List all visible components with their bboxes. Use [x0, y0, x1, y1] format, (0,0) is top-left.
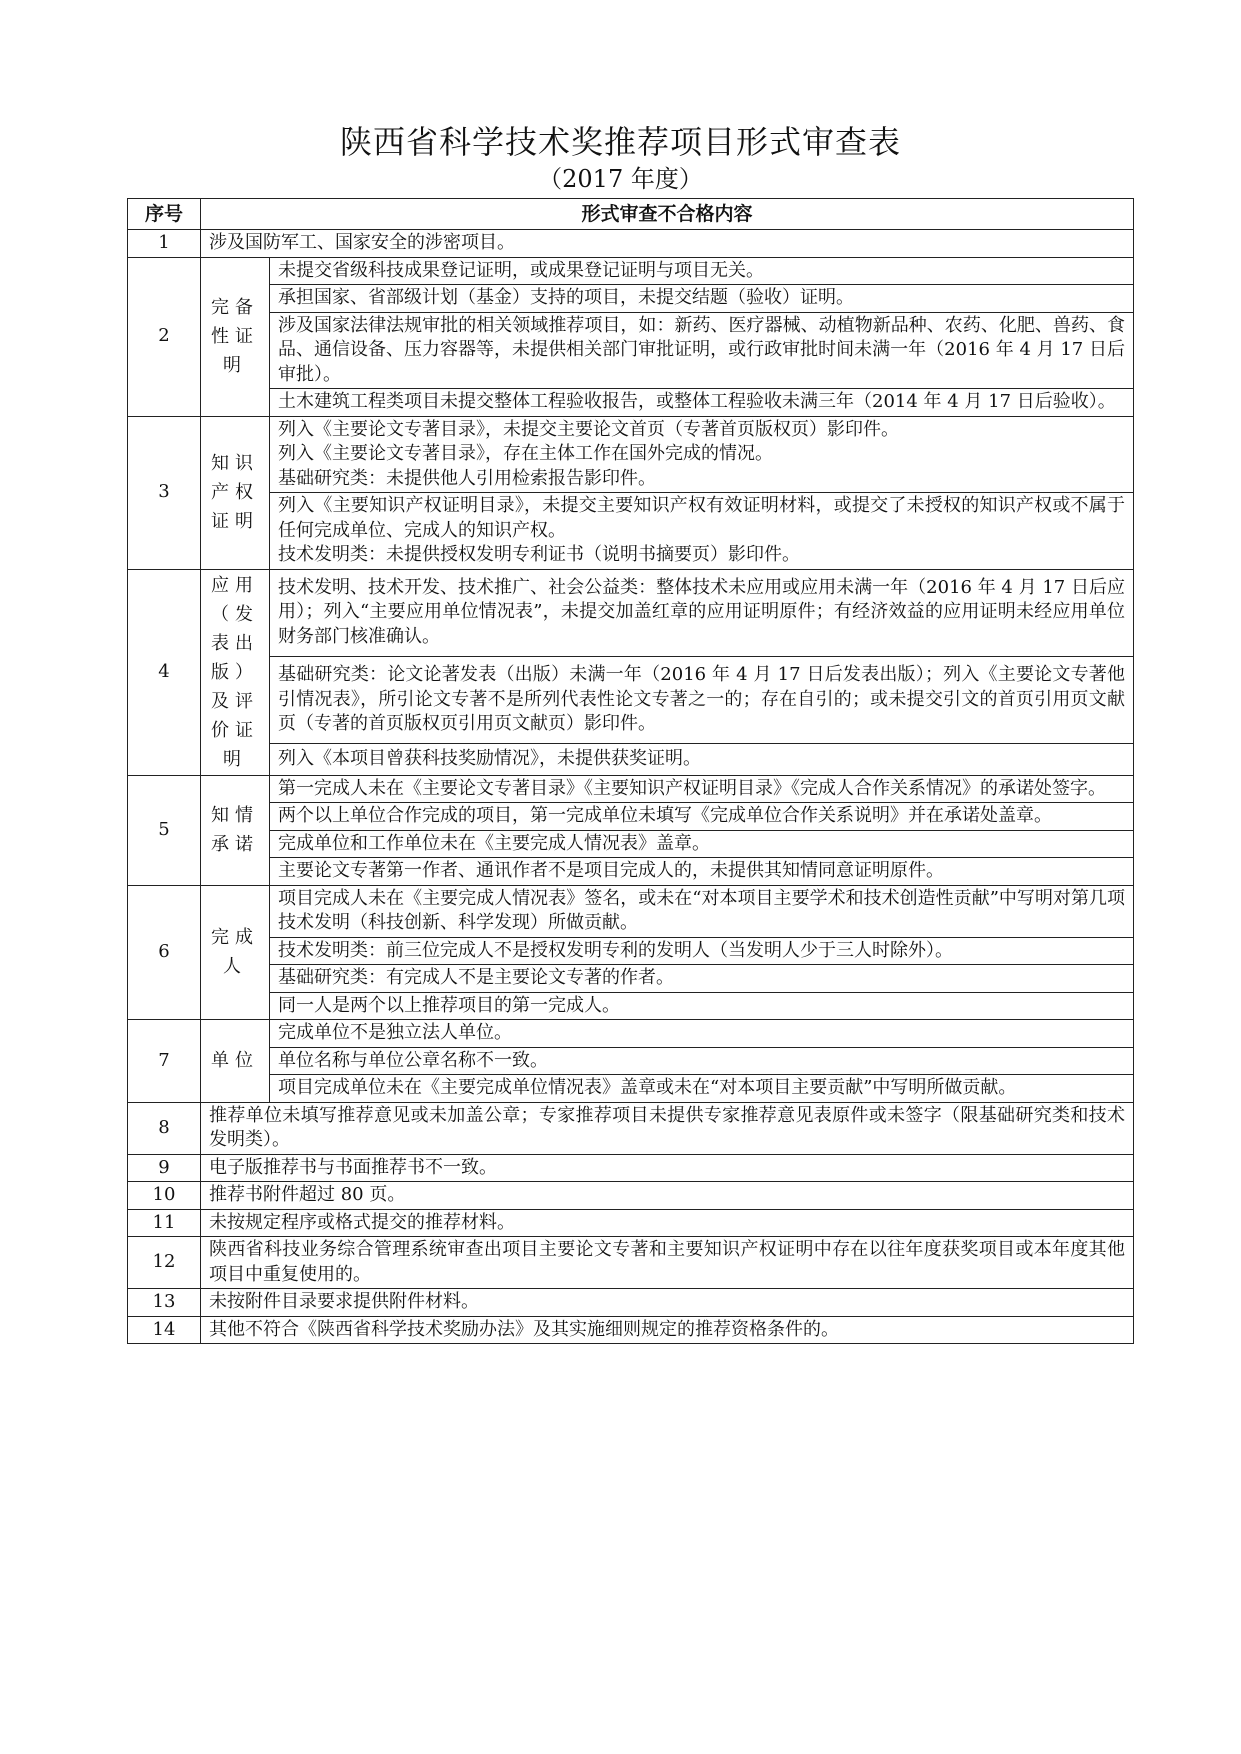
criterion-text: 项目完成单位未在《主要完成单位情况表》盖章或未在“对本项目主要贡献”中写明所做贡献。 [270, 1075, 1134, 1103]
table-row [128, 389, 1134, 417]
page-title: 陕西省科学技术奖推荐项目形式审查表 [339, 123, 901, 161]
criterion-text: 陕西省科技业务综合管理系统审查出项目主要论文专著和主要知识产权证明中存在以往年度获奖项目或本年度其他项目中重复使用的。 [201, 1237, 1134, 1289]
header-content: 形式审查不合格内容 [201, 199, 1134, 230]
table-row [128, 1182, 1134, 1210]
criterion-text: 未按规定程序或格式提交的推荐材料。 [201, 1209, 1134, 1237]
row-number: 4 [128, 569, 201, 775]
page-subtitle: （2017 年度） [538, 165, 703, 193]
criterion-text: 两个以上单位合作完成的项目，第一完成单位未填写《完成单位合作关系说明》并在承诺处盖章。 [270, 803, 1134, 831]
table-row [128, 230, 1134, 258]
row-number: 2 [128, 257, 201, 416]
criterion-text: 列入《主要知识产权证明目录》，未提交主要知识产权有效证明材料，或提交了未授权的知识产权或不属于任何完成单位、完成人的知识产权。 技术发明类：未提供授权发明专利证书（说明书摘要页）影印件。 [270, 493, 1134, 570]
table-row [128, 569, 1134, 656]
row-number: 13 [128, 1289, 201, 1317]
criterion-text: 列入《主要论文专著目录》，未提交主要论文首页（专著首页版权页）影印件。 列入《主要论文专著目录》，存在主体工作在国外完成的情况。 基础研究类：未提供他人引用检索报告影印件。 [270, 416, 1134, 493]
table-row [128, 1289, 1134, 1317]
criterion-text: 列入《本项目曾获科技奖励情况》，未提供获奖证明。 [270, 744, 1134, 775]
table-row [128, 830, 1134, 858]
criterion-text: 单位名称与单位公章名称不一致。 [270, 1047, 1134, 1075]
criterion-text: 其他不符合《陕西省科学技术奖励办法》及其实施细则规定的推荐资格条件的。 [201, 1316, 1134, 1344]
category-label: 知识产权证明 [201, 416, 270, 569]
row-number: 8 [128, 1102, 201, 1154]
criterion-text: 承担国家、省部级计划（基金）支持的项目，未提交结题（验收）证明。 [270, 285, 1134, 313]
row-number: 7 [128, 1020, 201, 1103]
criterion-text: 技术发明、技术开发、技术推广、社会公益类：整体技术未应用或应用未满一年（2016 年 4 月 17 日后应用）；列入“主要应用单位情况表”，未提交加盖红章的应用证明原件；有经济效益的应用证明未经应用单位财务部门核准确认。 [270, 569, 1134, 656]
table-row [128, 992, 1134, 1020]
criterion-text: 基础研究类：有完成人不是主要论文专著的作者。 [270, 965, 1134, 993]
table-row [128, 1237, 1134, 1289]
criterion-text: 主要论文专著第一作者、通讯作者不是项目完成人的，未提供其知情同意证明原件。 [270, 858, 1134, 886]
table-row [128, 1209, 1134, 1237]
criterion-text: 完成单位和工作单位未在《主要完成人情况表》盖章。 [270, 830, 1134, 858]
row-number: 1 [128, 230, 201, 258]
criterion-text: 涉及国防军工、国家安全的涉密项目。 [201, 230, 1134, 258]
criterion-text: 项目完成人未在《主要完成人情况表》签名，或未在“对本项目主要学术和技术创造性贡献”中写明对第几项技术发明（科技创新、科学发现）所做贡献。 [270, 885, 1134, 937]
category-label: 完备性证明 [201, 257, 270, 416]
table-row [128, 1154, 1134, 1182]
criterion-text: 同一人是两个以上推荐项目的第一完成人。 [270, 992, 1134, 1020]
criterion-text: 技术发明类：前三位完成人不是授权发明专利的发明人（当发明人少于三人时除外）。 [270, 937, 1134, 965]
table-row [128, 858, 1134, 886]
category-label: 应用（发表出版）及评价证明 [201, 569, 270, 775]
row-number: 10 [128, 1182, 201, 1210]
criterion-text: 推荐单位未填写推荐意见或未加盖公章；专家推荐项目未提供专家推荐意见表原件或未签字（限基础研究类和技术发明类）。 [201, 1102, 1134, 1154]
row-number: 9 [128, 1154, 201, 1182]
criterion-text: 涉及国家法律法规审批的相关领域推荐项目，如：新药、医疗器械、动植物新品种、农药、化肥、兽药、食品、通信设备、压力容器等，未提供相关部门审批证明，或行政审批时间未满一年（2016 年 4 月 17 日后审批）。 [270, 312, 1134, 389]
table-row [128, 416, 1134, 493]
criterion-text: 推荐书附件超过 80 页。 [201, 1182, 1134, 1210]
criterion-text: 土木建筑工程类项目未提交整体工程验收报告，或整体工程验收未满三年（2014 年 4 月 17 日后验收）。 [270, 389, 1134, 417]
row-number: 12 [128, 1237, 201, 1289]
table-row [128, 803, 1134, 831]
criterion-text: 未按附件目录要求提供附件材料。 [201, 1289, 1134, 1317]
row-number: 6 [128, 885, 201, 1020]
table-body [128, 230, 1134, 1344]
table-row [128, 312, 1134, 389]
row-number: 11 [128, 1209, 201, 1237]
category-label: 单位 [201, 1020, 270, 1103]
table-row [128, 965, 1134, 993]
table-row [128, 1020, 1134, 1048]
row-number: 14 [128, 1316, 201, 1344]
row-number: 5 [128, 775, 201, 885]
row-number: 3 [128, 416, 201, 569]
table-row [128, 493, 1134, 570]
table-row [128, 775, 1134, 803]
table-row [128, 656, 1134, 743]
criterion-text: 电子版推荐书与书面推荐书不一致。 [201, 1154, 1134, 1182]
category-label: 完成人 [201, 885, 270, 1020]
criterion-text: 基础研究类：论文论著发表（出版）未满一年（2016 年 4 月 17 日后发表出版）；列入《主要论文专著他引情况表》，所引论文专著不是所列代表性论文专著之一的；存在自引的；或未提交引文的首页引用页文献页（专著的首页版权页引用页文献页）影印件。 [270, 656, 1134, 743]
criterion-text: 第一完成人未在《主要论文专著目录》《主要知识产权证明目录》《完成人合作关系情况》的承诺处签字。 [270, 775, 1134, 803]
category-label: 知情承诺 [201, 775, 270, 885]
header-no: 序号 [128, 199, 201, 230]
criterion-text: 完成单位不是独立法人单位。 [270, 1020, 1134, 1048]
criterion-text: 未提交省级科技成果登记证明，或成果登记证明与项目无关。 [270, 257, 1134, 285]
table-row [128, 1075, 1134, 1103]
review-table [127, 198, 1134, 1344]
table-row [128, 885, 1134, 937]
table-row [128, 1316, 1134, 1344]
table-row [128, 937, 1134, 965]
table-row [128, 1102, 1134, 1154]
table-header-row [128, 199, 1134, 230]
table-row [128, 285, 1134, 313]
table-row [128, 744, 1134, 775]
table-row [128, 257, 1134, 285]
table-row [128, 1047, 1134, 1075]
